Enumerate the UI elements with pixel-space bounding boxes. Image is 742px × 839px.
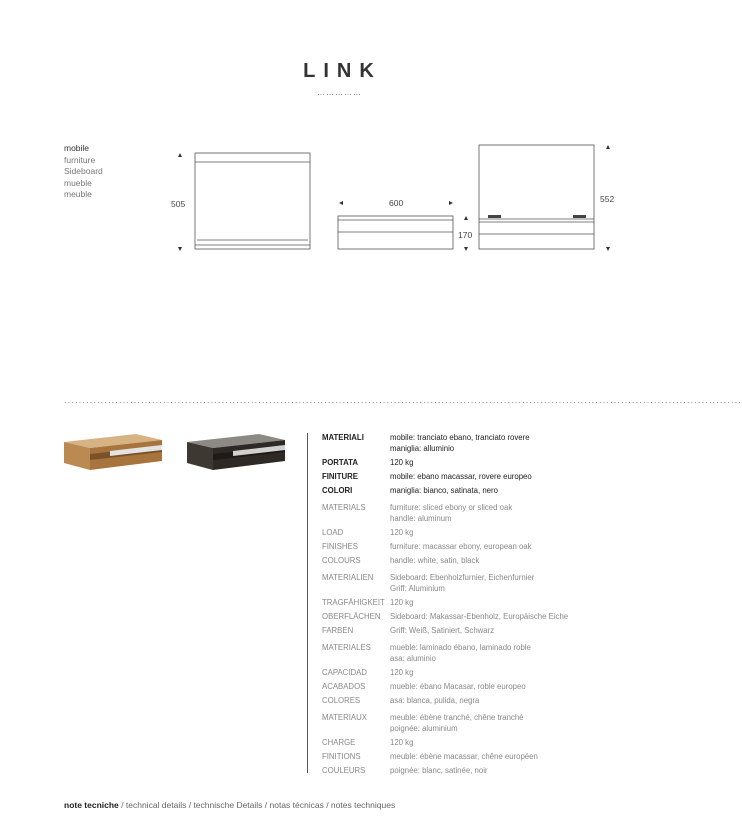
name-it: mobile — [64, 143, 90, 153]
name-de: Sideboard — [64, 166, 103, 176]
spec-row: FARBEN Griff: Weiß, Satiniert, Schwarz — [322, 626, 495, 635]
dim-height-170: 170 — [458, 230, 473, 240]
spec-row: PORTATA 120 kg — [322, 458, 414, 467]
spec-divider — [307, 433, 308, 773]
dotted-separator: ························································································································································································· — [64, 398, 742, 407]
spec-row: FINITIONS meuble: ébène macassar, chêne européen — [322, 752, 538, 761]
spec-group-en — [322, 502, 568, 566]
footer-translations: / technical details / technische Details / notas técnicas / notes techniques — [118, 800, 396, 810]
title-underline-dots: …………… — [317, 88, 362, 97]
spec-row: FINISHES furniture: macassar ebony, european oak — [322, 542, 532, 551]
spec-row: COLORI maniglia: bianco, satinata, nero — [322, 486, 498, 495]
name-fr: meuble — [64, 189, 92, 199]
footer-technical-notes — [64, 800, 395, 810]
name-en: furniture — [64, 154, 96, 165]
top-view-arrows — [339, 201, 468, 251]
spec-row: CAPACIDAD 120 kg — [322, 668, 414, 677]
spec-row: ACABADOS mueble: ébano Macasar, roble europeo — [322, 682, 526, 691]
top-view-drawing — [338, 216, 453, 249]
product-title: LINK — [303, 60, 382, 82]
spec-row: FINITURE mobile: ebano macassar, rovere europeo — [322, 472, 532, 481]
spec-row: OBERFLÄCHEN Sideboard: Makassar-Ebenholz, Europäische Eiche — [322, 612, 569, 621]
front-view-drawing — [195, 153, 310, 249]
spec-row: MATERIALS furniture: sliced ebony or sliced oak handle: aluminum — [322, 503, 513, 523]
spec-row: TRAGFÄHIGKEIT 120 kg — [322, 598, 414, 607]
spec-row: COLORES asa: blanca, pulida, negra — [322, 696, 480, 705]
spec-row: LOAD 120 kg — [322, 528, 414, 537]
spec-group-de — [322, 572, 568, 636]
dim-height-552: 552 — [600, 194, 615, 204]
spec-table — [322, 432, 568, 782]
spec-row: MATERIAUX meuble: ébène tranché, chêne tranché poignée: aluminium — [322, 713, 524, 733]
dim-width-600: 600 — [389, 198, 404, 208]
name-es: mueble — [64, 177, 92, 188]
spec-row: CHARGE 120 kg — [322, 738, 414, 747]
dim-height-505: 505 — [171, 199, 186, 209]
spec-group-es — [322, 642, 568, 706]
spec-group-it — [322, 432, 568, 496]
spec-group-fr — [322, 712, 568, 776]
spec-row: MATERIALI mobile: tranciato ebano, tranciato rovere maniglia: alluminio — [322, 433, 530, 453]
product-photo-oak — [60, 430, 170, 480]
technical-drawings — [0, 0, 677, 300]
spec-row: MATERIALIEN Sideboard: Ebenholzfurnier, Eichenfurnier Griff: Aluminium — [322, 573, 535, 593]
open-view-drawing — [479, 145, 594, 249]
spec-row: COULEURS poignée: blanc, satinée, noir — [322, 766, 488, 775]
spec-row: COLOURS handle: white, satin, black — [322, 556, 480, 565]
footer-bold-label: note tecniche — [64, 800, 119, 810]
open-view-handles — [488, 215, 586, 218]
product-photo-ebony — [183, 430, 293, 480]
spec-row: MATERIALES mueble: laminado ébano, laminado roble asa: aluminio — [322, 643, 531, 663]
